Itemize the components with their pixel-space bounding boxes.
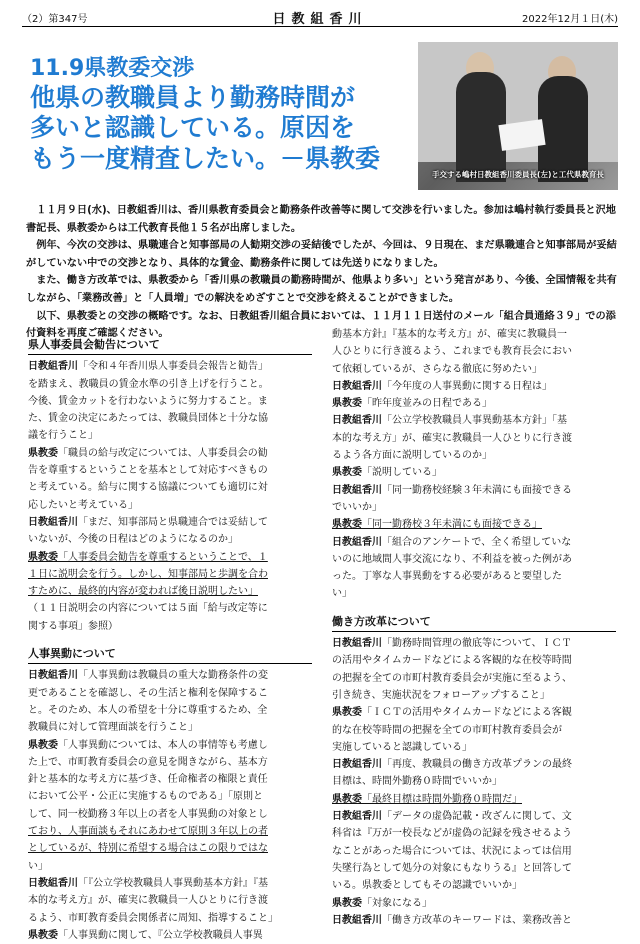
dialogue-text: 「データの虚偽記載・改ざんに関して、文: [382, 811, 572, 823]
dialogue-text: いないが、今後の日程はどのようになるのか」: [28, 534, 238, 546]
dialogue-line: [332, 773, 616, 790]
dialogue-line: [28, 514, 312, 531]
dialogue-text: ており、人事面談もそれにあわせて原則３年以上の者: [28, 826, 268, 838]
speaker-label: 県教委: [28, 739, 58, 751]
dialogue-line: [332, 447, 616, 464]
dialogue-text: 本的な考え方』が、確実に教職員一人ひとりに行き渡: [28, 895, 268, 907]
dialogue-text: 「最終目標は時間外勤務０時間だ」: [362, 793, 522, 805]
dialogue-line: [28, 771, 312, 788]
dialogue-text: い」: [28, 860, 48, 872]
dialogue-line: [28, 702, 312, 719]
left-column: [28, 336, 312, 944]
headline-line: もう一度精査したい。－県教委: [30, 143, 381, 173]
dialogue-text: 告を尊重するということを基本として対応すべきもの: [28, 465, 268, 477]
headline-line: 多いと認識している。原因を: [30, 113, 356, 143]
dialogue-line: [332, 326, 616, 343]
dialogue-text: 「『公立学校教職員人事異動基本方針』『基: [78, 877, 268, 889]
dialogue-text: 動基本方針』『基本的な考え方』が、確実に教職員一: [332, 329, 567, 340]
dialogue-line: [28, 427, 312, 444]
dialogue-line: [332, 395, 616, 412]
dialogue-line: [332, 808, 616, 825]
dialogue-text: 「人事異動は教職員の重大な勤務条件の変: [78, 670, 268, 682]
dialogue-line: [28, 667, 312, 684]
dialogue-line: [332, 895, 616, 912]
dialogue-text: 「働き方改革のキーワードは、業務改善と: [382, 914, 572, 926]
headline-subtitle: 11.9県教委交渉: [30, 56, 195, 81]
dialogue-text: 「令和４年香川県人事委員会報告と勧告」: [78, 361, 268, 373]
dialogue-text: 応したいと考えている」: [28, 499, 138, 511]
section-title: 県人事委員会勧告について: [28, 336, 312, 355]
dialogue-text: を踏まえ、教職員の賃金水準の引き上げを行うこと。: [28, 378, 269, 390]
dialogue-text: た上で、市町教育委員会の意見を聞きながら、基本方: [28, 756, 268, 768]
dialogue-line: [28, 531, 312, 548]
dialogue-text: 科省は『万が一校長などが虚偽の記録を残させるよう: [332, 828, 572, 840]
speaker-label: 日教組香川: [332, 484, 382, 496]
paper-name: 日教組香川: [272, 12, 368, 27]
dialogue-text: なことがあった場合については、状況によっては信用: [332, 845, 572, 857]
dialogue-text: 「組合のアンケートで、全く希望していな: [382, 536, 572, 548]
dialogue-text: るよう各方面に説明しているのか」: [332, 450, 492, 462]
dialogue-line: [28, 685, 312, 702]
dialogue-text: 「勤務時間管理の徹底等について、ＩＣＴ: [382, 638, 572, 650]
dialogue-text: 「再度、教職員の働き方改革プランの最終: [382, 759, 572, 771]
speaker-label: 県教委: [28, 447, 58, 459]
dialogue-line: [28, 823, 312, 840]
dialogue-text: 失墜行為として処分の対象にもなりうる』と回答して: [332, 862, 572, 874]
dialogue-line: [332, 361, 616, 378]
dialogue-line: [332, 412, 616, 429]
speaker-label: 日教組香川: [332, 914, 382, 926]
dialogue-text: 議を行うこと」: [28, 430, 98, 442]
speaker-label: 県教委: [332, 467, 362, 479]
dialogue-text: いのに地域間人事交流になり、不利益を被った例があ: [332, 553, 572, 565]
dialogue-text: 教職員に対して管理面談を行うこと」: [28, 722, 198, 734]
dialogue-line: [332, 722, 616, 739]
dialogue-text: て依頼しているが、さらなる徹底に努めたい」: [332, 363, 542, 375]
dialogue-text: 「同一勤務校３年未満にも面接できる」: [362, 519, 542, 531]
dialogue-line: [332, 551, 616, 568]
dialogue-text: るよう、市町教育委員会関係者に周知、指導すること」: [28, 912, 278, 924]
dialogue-line: [28, 892, 312, 909]
dialogue-line: [332, 843, 616, 860]
dialogue-line: [332, 791, 616, 808]
dialogue-line: [332, 343, 616, 360]
dialogue-line: [332, 652, 616, 669]
issue-number: （2）第347号: [22, 13, 88, 25]
dialogue-line: [28, 497, 312, 514]
dialogue-text: いる。県教委としてもその認識でいいか」: [332, 880, 522, 892]
speaker-label: 日教組香川: [332, 415, 382, 427]
dialogue-line: [28, 737, 312, 754]
dialogue-line: [332, 687, 616, 704]
dialogue-line: [28, 840, 312, 857]
speaker-label: 県教委: [28, 929, 58, 941]
dialogue-text: 「同一勤務校経験３年未満にも面接できる: [382, 484, 572, 496]
dialogue-text: すために、最終的内容が変われば後日説明したい」: [28, 586, 258, 598]
dialogue-line: [332, 756, 616, 773]
dialogue-line: [332, 635, 616, 652]
issue-date: 2022年12月１日(木): [522, 13, 618, 25]
speaker-label: 日教組香川: [332, 638, 382, 650]
dialogue-text: 「人事委員会勧告を尊重するということで、１: [58, 551, 268, 563]
dialogue-line: [332, 912, 616, 929]
dialogue-text: 「今年度の人事異動に関する日程は」: [382, 380, 552, 392]
dialogue-text: 「昨年度並みの日程である」: [362, 398, 492, 410]
dialogue-line: [28, 549, 312, 566]
dialogue-line: [28, 719, 312, 736]
dialogue-text: い」: [332, 588, 352, 600]
dialogue-text: 「人事異動に関して、『公立学校教職員人事異: [58, 929, 263, 941]
section-gap: [28, 635, 312, 645]
dialogue-line: [28, 462, 312, 479]
dialogue-text: 的な在校等時間の把握を全ての市町村教育委員会が: [332, 724, 562, 736]
dialogue-line: [28, 858, 312, 875]
dialogue-text: 針と基本的な考え方に基づき、任命権者の権限と責任: [28, 774, 268, 786]
dialogue-text: 「対象になる」: [362, 897, 432, 909]
dialogue-line: [332, 482, 616, 499]
dialogue-text: 「説明している」: [362, 467, 442, 479]
dialogue-line: [28, 479, 312, 496]
speaker-label: 日教組香川: [332, 380, 382, 392]
dialogue-text: 本的な考え方」が、確実に教職員一人ひとりに行き渡: [332, 432, 572, 444]
dialogue-text: において公平・公正に実施するものである」「原則と: [28, 791, 263, 803]
dialogue-text: の把握を全ての市町村教育委員会が実施に至るよう、: [332, 672, 572, 684]
right-column: [332, 326, 616, 929]
dialogue-text: 「公立学校教職員人事異動基本方針」「基: [382, 415, 567, 427]
intro-paragraph: １１月９日(水)、日教組香川は、香川県教育委員会と勤務条件改善等に関して交渉を行いました。参加は嶋村執行委員長と沢地書記長、県教委からは工代教育長他１５名が出席しました。: [26, 205, 616, 234]
dialogue-line: [28, 358, 312, 375]
section-gap: [332, 603, 616, 613]
dialogue-line: [332, 534, 616, 551]
dialogue-line: [332, 568, 616, 585]
headline-line: 他県の教職員より勤務時間が: [30, 82, 356, 112]
intro-paragraph: 例年、今次の交渉は、県職連合と知事部局の人勧期交渉の妥結後でしたが、今回は、９日現在、まだ県職連合と知事部局が妥結がしていない中での交渉となり、具体的な賃金、勤務条件に関しては先送りになりました。: [26, 240, 617, 269]
speaker-label: 日教組香川: [332, 759, 382, 771]
dialogue-line: [332, 516, 616, 533]
dialogue-text: 更であることを確認し、その生活と権利を保障するこ: [28, 687, 268, 699]
dialogue-line: [28, 393, 312, 410]
speaker-label: 日教組香川: [332, 536, 382, 548]
dialogue-text: 「まだ、知事部局と県職連合では妥結して: [78, 516, 268, 528]
dialogue-line: [332, 585, 616, 602]
dialogue-line: [28, 566, 312, 583]
dialogue-line: [28, 910, 312, 927]
speaker-label: 県教委: [332, 897, 362, 909]
dialogue-line: [332, 860, 616, 877]
dialogue-line: [28, 600, 312, 617]
speaker-label: 日教組香川: [332, 811, 382, 823]
dialogue-text: と。そのため、本人の希望を十分に尊重するため、全: [28, 704, 268, 716]
speaker-label: 県教委: [28, 551, 58, 563]
dialogue-text: った。丁寧な人事異動をする必要があると要望した: [332, 571, 562, 583]
dialogue-line: [28, 618, 312, 635]
dialogue-text: 人ひとりに行き渡るよう、これまでも教育長会におい: [332, 346, 572, 358]
dialogue-line: [332, 430, 616, 447]
speaker-label: 県教委: [332, 707, 362, 719]
speaker-label: 日教組香川: [28, 361, 78, 373]
person-right: [538, 76, 588, 182]
dialogue-line: [28, 445, 312, 462]
dialogue-line: [332, 877, 616, 894]
dialogue-line: [28, 788, 312, 805]
dialogue-line: [332, 378, 616, 395]
dialogue-line: [28, 754, 312, 771]
dialogue-text: 「ＩＣＴの活用やタイムカードなどによる客観: [362, 707, 572, 719]
dialogue-line: [28, 376, 312, 393]
dialogue-line: [28, 410, 312, 427]
dialogue-text: して、同一校勤務３年以上の者を人事異動の対象とし: [28, 808, 268, 820]
dialogue-line: [332, 464, 616, 481]
speaker-label: 日教組香川: [28, 877, 78, 889]
dialogue-line: [28, 927, 312, 944]
dialogue-line: [28, 875, 312, 892]
speaker-label: 日教組香川: [28, 516, 78, 528]
dialogue-line: [332, 670, 616, 687]
dialogue-text: 「人事異動については、本人の事情等も考慮し: [58, 739, 268, 751]
intro-text: [26, 202, 622, 343]
section-title: 人事異動について: [28, 645, 312, 664]
dialogue-text: 目標は、時間外勤務０時間でいいか」: [332, 776, 502, 788]
dialogue-text: た、賃金の決定にあたっては、教職員団体と十分な協: [28, 413, 268, 425]
headline: [30, 56, 410, 174]
speaker-label: 日教組香川: [28, 670, 78, 682]
dialogue-text: 関する事項」参照）: [28, 620, 118, 632]
dialogue-text: でいいか」: [332, 501, 382, 513]
section-title: 働き方改革について: [332, 613, 616, 632]
dialogue-line: [28, 806, 312, 823]
dialogue-text: の活用やタイムカードなどによる客観的な在校等時間: [332, 655, 572, 667]
speaker-label: 県教委: [332, 519, 362, 531]
dialogue-text: （１１日説明会の内容については５面「給与改定等に: [28, 603, 268, 615]
dialogue-text: 今後、賃金カットを行わないように努力すること。ま: [28, 395, 268, 407]
speaker-label: 県教委: [332, 398, 362, 410]
dialogue-text: １日に説明会を行う。しかし、知事部局と歩調を合わ: [28, 568, 268, 580]
intro-paragraph: 以下、県教委との交渉の概略です。なお、日教組香川組合員においては、１１月１１日送付のメール「組合員通絡３９」での添付資料を再度ご確認ください。: [26, 310, 616, 340]
dialogue-text: 「職員の給与改定については、人事委員会の勧: [58, 447, 268, 459]
dialogue-line: [332, 825, 616, 842]
dialogue-text: 実施していると認識している」: [332, 741, 472, 753]
intro-paragraph: また、働き方改革では、県教委から「香川県の教職員の勤務時間が、他県より多い」という発言があり、今後、全国情報を共有しながら、「業務改善」と「人員増」での解決をめざすことで交渉を終えることができました。: [26, 275, 617, 304]
photo-caption: 手交する嶋村日教組香川委員長(左)と工代県教育長: [432, 170, 604, 179]
dialogue-text: と考えている。給与に関する協議についても適切に対: [28, 482, 268, 494]
dialogue-line: [332, 499, 616, 516]
speaker-label: 県教委: [332, 793, 362, 805]
page-header: [22, 8, 618, 27]
dialogue-text: としているが、特別に希望する場合はこの限りではな: [28, 843, 268, 855]
dialogue-line: [28, 583, 312, 600]
dialogue-line: [332, 739, 616, 756]
dialogue-text: 引き続き、実施状況をフォローアップすること」: [332, 689, 550, 701]
dialogue-line: [332, 704, 616, 721]
meeting-photo: [418, 42, 618, 190]
